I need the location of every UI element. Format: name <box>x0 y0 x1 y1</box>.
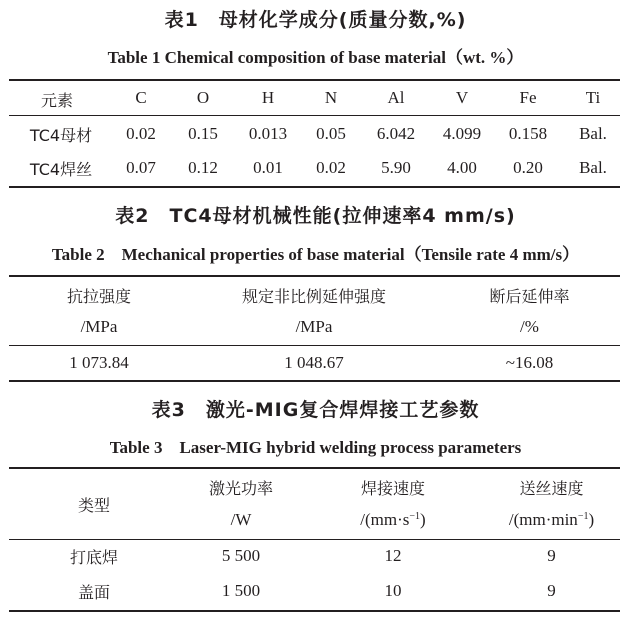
table1-cell: 0.158 <box>508 124 548 143</box>
table1-header-cell: 元素 <box>40 91 73 110</box>
table3-cell: 12 <box>384 546 402 565</box>
table1-cell: 5.90 <box>381 158 411 177</box>
table1-header-cell: V <box>455 88 469 107</box>
table3-cell: 10 <box>384 581 402 600</box>
table1-header-cell: C <box>135 88 147 107</box>
table1-cell: TC4焊丝 <box>29 160 93 179</box>
table3-header-name: 激光功率 <box>208 479 273 498</box>
table1-cell: 0.15 <box>188 124 218 143</box>
table1-cell: TC4母材 <box>29 126 93 145</box>
table2-bottom-rule <box>9 380 620 382</box>
table1-header-rule <box>9 115 620 116</box>
table3-cell: 打底焊 <box>69 548 118 567</box>
table1-header-cell: O <box>196 88 210 107</box>
table1-caption-cn: 表1 母材化学成分(质量分数,%) <box>164 9 467 31</box>
table3-header-unit: /W <box>230 510 252 529</box>
table3-top-rule <box>9 467 620 469</box>
table2-top-rule <box>9 275 620 277</box>
table3-header-unit: $/(mm\cdot s^{-1})$ <box>360 510 426 529</box>
table1-top-rule <box>9 79 620 81</box>
table1-cell: 0.07 <box>126 158 156 177</box>
table1-cell: Bal. <box>579 124 607 143</box>
table3-cell: 9 <box>547 581 556 600</box>
table2-header-unit: /% <box>520 317 539 336</box>
table1-header-cell: N <box>324 88 338 107</box>
table2-cell: ~16.08 <box>505 353 554 372</box>
table3-caption-en: Table 3 Laser-MIG hybrid welding process parameters <box>109 438 522 457</box>
table2-header-unit: /MPa <box>295 317 333 336</box>
table3-caption-cn: 表3 激光-MIG复合焊焊接工艺参数 <box>151 399 480 421</box>
table1-cell: 0.20 <box>513 158 543 177</box>
table1-header-cell: Al <box>387 88 405 107</box>
table2-header-name: 规定非比例延伸强度 <box>241 287 386 306</box>
table3-header-rule <box>9 539 620 540</box>
table1-cell: 4.099 <box>442 124 482 143</box>
table1-cell: 0.02 <box>126 124 156 143</box>
table3-header-name: 焊接速度 <box>360 479 425 498</box>
table3-cell: 盖面 <box>77 583 110 602</box>
table2-header-name: 抗拉强度 <box>66 287 131 306</box>
table1-caption-en: Table 1 Chemical composition of base material（wt. %） <box>107 48 524 67</box>
table3-cell: 1 500 <box>221 581 261 600</box>
table2-header-name: 断后延伸率 <box>489 287 570 306</box>
table2-caption-cn: 表2 TC4母材机械性能(拉伸速率4 mm/s) <box>115 205 516 227</box>
table1-cell: Bal. <box>579 158 607 177</box>
table2-header-unit: /MPa <box>80 317 118 336</box>
table2-caption-en: Table 2 Mechanical properties of base material（Tensile rate 4 mm/s） <box>51 245 580 264</box>
table1-cell: 6.042 <box>376 124 416 143</box>
table3-cell: 5 500 <box>221 546 261 565</box>
table3-header-name: 送丝速度 <box>519 479 584 498</box>
table1-header-cell: Fe <box>519 88 537 107</box>
table3-cell: 9 <box>547 546 556 565</box>
table1-cell: 0.12 <box>188 158 218 177</box>
table1-cell: 0.05 <box>316 124 346 143</box>
table1-header-cell: Ti <box>585 88 601 107</box>
table3-header-unit: $/(mm\cdot\min^{-1})$ <box>508 510 595 529</box>
table2-cell: 1 073.84 <box>69 353 129 372</box>
table1-cell: 0.013 <box>248 124 288 143</box>
table1-bottom-rule <box>9 186 620 188</box>
table1-cell: 4.00 <box>447 158 477 177</box>
table1-header-cell: H <box>261 88 275 107</box>
table3-bottom-rule <box>9 610 620 612</box>
table1-cell: 0.01 <box>253 158 283 177</box>
table1-cell: 0.02 <box>316 158 346 177</box>
table3-type-header: 类型 <box>77 496 110 515</box>
table2-header-rule <box>9 345 620 346</box>
table2-cell: 1 048.67 <box>284 353 344 372</box>
